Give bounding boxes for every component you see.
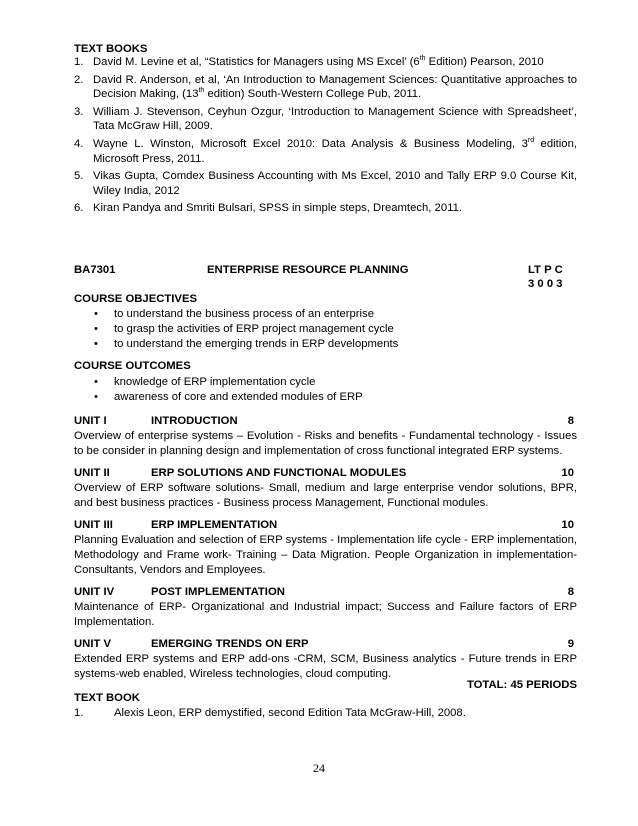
- unit-title: EMERGING TRENDS ON ERP: [151, 638, 309, 650]
- unit-hours: 9: [567, 638, 574, 650]
- objective-item: • to understand the business process of an enterprise: [94, 308, 374, 320]
- unit-title: POST IMPLEMENTATION: [151, 586, 285, 598]
- reference-text: Kiran Pandya and Smriti Bulsari, SPSS in simple steps, Dreamtech, 2011.: [93, 202, 462, 215]
- unit-hours: 8: [567, 415, 574, 427]
- outcome-item: • awareness of core and extended modules of ERP: [94, 391, 363, 403]
- unit-number: UNIT I: [74, 415, 107, 427]
- text-book-text: Alexis Leon, ERP demystified, second Edition Tata McGraw-Hill, 2008.: [114, 707, 466, 719]
- text-books-heading: TEXT BOOKS: [74, 43, 148, 55]
- reference-text: Vikas Gupta, Comdex Business Accounting with Ms Excel, 2010 and Tally ERP 9.0 Course Kit, Wiley India, 2012: [93, 170, 577, 197]
- course-header: [74, 263, 577, 293]
- reference-list: [74, 55, 577, 219]
- course-objectives: [74, 292, 577, 352]
- total-periods: TOTAL: 45 PERIODS: [466, 679, 577, 691]
- reference-text: Wayne L. Winston, Microsoft Excel 2010: Data Analysis & Business Modeling, 3rd edition, Microsoft Press, 2011.: [93, 137, 577, 165]
- outcomes-heading: COURSE OUTCOMES: [74, 360, 191, 372]
- text-book-item: 1. Alexis Leon, ERP demystified, second Edition Tata McGraw-Hill, 2008.: [74, 707, 466, 719]
- unit-section: [74, 585, 577, 630]
- reference-item: 5. Vikas Gupta, Comdex Business Accounting with Ms Excel, 2010 and Tally ERP 9.0 Course Kit, Wiley India, 2012: [74, 170, 577, 197]
- reference-item: 6. Kiran Pandya and Smriti Bulsari, SPSS in simple steps, Dreamtech, 2011.: [74, 202, 462, 215]
- reference-item: 2. David R. Anderson, et al, ‘An Introduction to Management Sciences: Quantitative approaches to Decision Making, (13th edition) South-Western College Pub, 2011.: [74, 73, 577, 101]
- unit-title: ERP SOLUTIONS AND FUNCTIONAL MODULES: [151, 467, 407, 479]
- unit-hours: 10: [561, 467, 574, 479]
- objective-item: • to understand the emerging trends in ERP developments: [94, 338, 399, 350]
- unit-body: Overview of enterprise systems – Evolution - Risks and benefits - Fundamental technology - Issues to be consider in planning design and implementation of cross functional integrated ERP systems.: [74, 430, 577, 457]
- course-outcomes: [74, 359, 577, 405]
- reference-item: 4. Wayne L. Winston, Microsoft Excel 2010: Data Analysis & Business Modeling, 3rd edition, Microsoft Press, 2011.: [74, 137, 577, 165]
- reference-text: David M. Levine et al, “Statistics for Managers using MS Excel’ (6th Edition) Pearson, 2010: [93, 55, 544, 68]
- outcome-item: • knowledge of ERP implementation cycle: [94, 376, 316, 388]
- unit-hours: 8: [567, 586, 574, 598]
- unit-body: Extended ERP systems and ERP add-ons -CRM, SCM, Business analytics - Future trends in ERP systems-web enabled, Wireless technologies, cloud computing.: [74, 653, 577, 680]
- objectives-heading: COURSE OBJECTIVES: [74, 293, 198, 305]
- unit-number: UNIT III: [74, 519, 113, 531]
- unit-title: ERP IMPLEMENTATION: [151, 519, 278, 531]
- course-code: BA7301: [74, 264, 116, 276]
- unit-body: Overview of ERP software solutions- Small, medium and large enterprise vendor solutions, BPR, and best business practices - Business process Management, Functional modules.: [74, 482, 577, 509]
- unit-section: [74, 637, 577, 682]
- unit-body: Planning Evaluation and selection of ERP systems - Implementation life cycle - ERP implementation, Methodology and Frame work- Training – Data Migration. People Organization in implementation-Consultants, Vendors and Employees.: [74, 534, 577, 576]
- objective-item: • to grasp the activities of ERP project management cycle: [94, 323, 394, 335]
- ltpc-block: [528, 263, 577, 291]
- reference-text: William J. Stevenson, Ceyhun Ozgur, ‘Introduction to Management Science with Spreadsheet’, Tata McGraw Hill, 2009.: [93, 105, 577, 133]
- unit-section: [74, 518, 577, 578]
- unit-title: INTRODUCTION: [151, 415, 238, 427]
- unit-number: UNIT IV: [74, 586, 115, 598]
- unit-section: [74, 466, 577, 511]
- ltpc-label: LT P C: [528, 264, 563, 276]
- reference-item: 1. David M. Levine et al, “Statistics for Managers using MS Excel’ (6th Edition) Pearson, 2010: [74, 55, 544, 68]
- unit-number: UNIT II: [74, 467, 110, 479]
- unit-hours: 10: [561, 519, 574, 531]
- unit-body: Maintenance of ERP- Organizational and Industrial impact; Success and Failure factors of ERP Implementation.: [74, 601, 577, 628]
- text-book-heading: TEXT BOOK: [74, 692, 140, 704]
- ltpc-values: 3 0 0 3: [528, 278, 563, 290]
- reference-item: 3. William J. Stevenson, Ceyhun Ozgur, ‘Introduction to Management Science with Spreadsheet’, Tata McGraw Hill, 2009.: [74, 105, 577, 133]
- course-title: ENTERPRISE RESOURCE PLANNING: [207, 264, 409, 276]
- unit-number: UNIT V: [74, 638, 112, 650]
- unit-section: [74, 414, 577, 459]
- page-number: 24: [313, 761, 325, 775]
- reference-text: David R. Anderson, et al, ‘An Introduction to Management Sciences: Quantitative approaches to Decision Making, (13th edition) South-Western College Pub, 2011.: [93, 73, 577, 101]
